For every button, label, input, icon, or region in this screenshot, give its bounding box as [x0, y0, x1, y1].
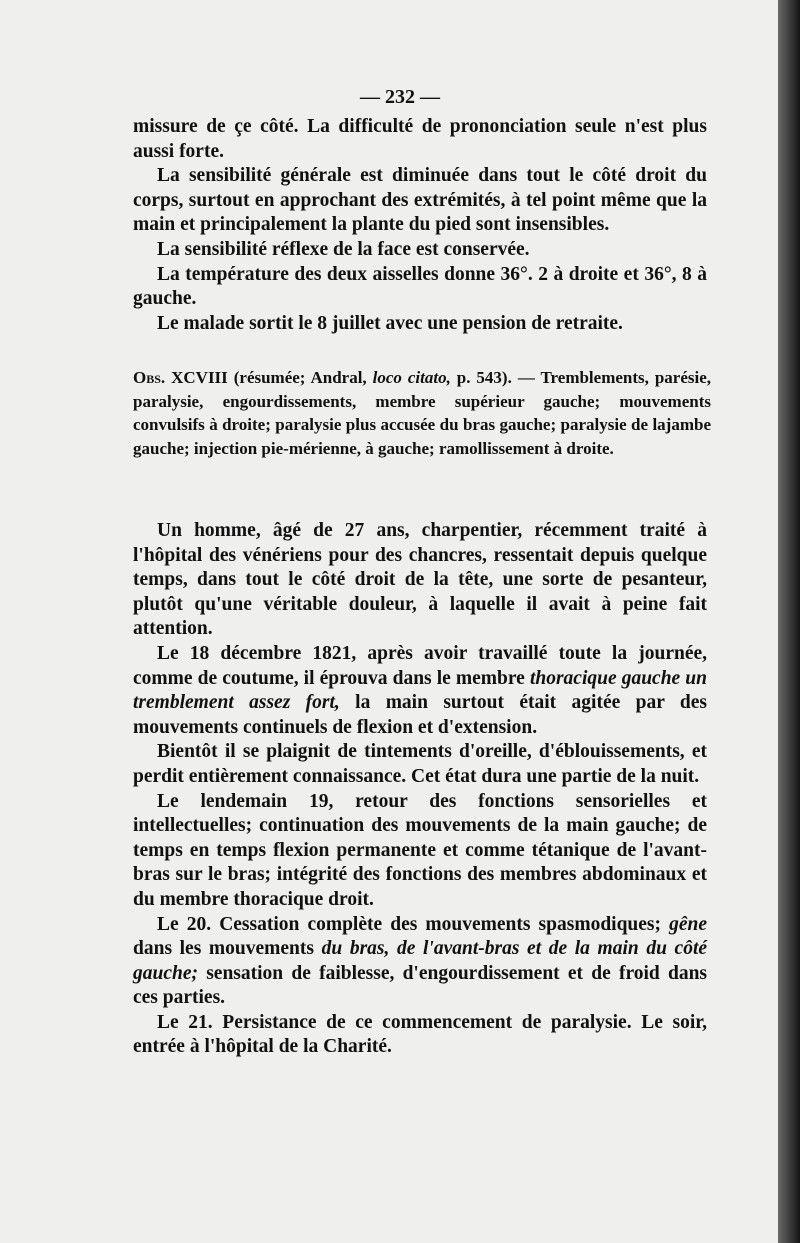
- paragraph: missure de çe côté. La difficulté de prononciation seule n'est plus aussi forte.: [133, 116, 707, 162]
- observation-label: Obs.: [133, 368, 166, 387]
- observation-source: loco citato,: [372, 368, 451, 387]
- text-run: sensation de faiblesse, d'engourdissement et de froid dans ces parties.: [133, 962, 707, 1009]
- page-edge-shadow: [778, 0, 800, 1243]
- observation-number: XCVIII (résumée; Andral,: [171, 368, 367, 387]
- italic-run: thoracique gauche un tremblement assez fort,: [133, 667, 707, 714]
- text-run: dans les mouvements: [133, 938, 314, 960]
- paragraph: [133, 642, 707, 740]
- text-run: la main surtout était agitée par des mouvements continuels de flexion et d'extension.: [133, 692, 707, 738]
- italic-run: du bras, de l'avant-bras et de la main du côté gauche;: [133, 938, 708, 984]
- paragraph: Un homme, âgé de 27 ans, charpentier, récemment traité à l'hôpital des vénériens pour des chancres, ressentait depuis quelque temps, dans tout le côté droit de la tête, une sorte de pesanteur, plutôt qu'une véritable douleur, à laquelle il avait à peine fait attention.: [133, 520, 707, 640]
- observation-page-ref: p. 543).: [456, 368, 512, 387]
- paragraph: La sensibilité générale est diminuée dans tout le côté droit du corps, surtout en approchant des extrémités, à tel point même que la main et principalement la plante du pied sont insensibles.: [133, 165, 707, 236]
- text-section-bottom: [133, 519, 707, 1060]
- paragraph: [133, 913, 707, 1011]
- paragraph: Le malade sortit le 8 juillet avec une pension de retraite.: [157, 312, 623, 334]
- text-run: Le 20. Cessation complète des mouvements spasmodiques;: [157, 913, 662, 935]
- observation-summary-text: — Tremblements, parésie, paralysie, engourdissements, membre supérieur gauche; mouvements convulsifs à droite; paralysie plus accusée du bras gauche; paralysie de lajambe gauche; injection pie-mérienne, à gauche; ramollissement à droite.: [133, 368, 712, 458]
- paragraph: Le 21. Persistance de ce commencement de paralysie. Le soir, entrée à l'hôpital de la Charité.: [133, 1011, 707, 1058]
- paragraph: La température des deux aisselles donne 36°. 2 à droite et 36°, 8 à gauche.: [133, 263, 707, 310]
- paragraph: Bientôt il se plaignit de tintements d'oreille, d'éblouissements, et perdit entièrement connaissance. Cet état dura une partie de la nuit.: [133, 741, 707, 787]
- page-number: — 232 —: [360, 86, 440, 108]
- text-run: Le 18 décembre 1821, après avoir travaillé toute la journée, comme de coutume, il éprouva dans le membre: [133, 642, 707, 689]
- paragraph: Le lendemain 19, retour des fonctions sensorielles et intellectuelles; continuation des mouvements de la main gauche; de temps en temps flexion permanente et comme tétanique de l'avant-bras sur le bras; intégrité des fonctions des membres abdominaux et du membre thoracique droit.: [133, 790, 707, 910]
- observation-heading: [133, 366, 711, 460]
- observation-summary: [133, 366, 711, 460]
- paragraph: La sensibilité réflexe de la face est conservée.: [157, 238, 530, 260]
- text-section-top: [133, 115, 707, 336]
- italic-run: gêne: [669, 913, 707, 935]
